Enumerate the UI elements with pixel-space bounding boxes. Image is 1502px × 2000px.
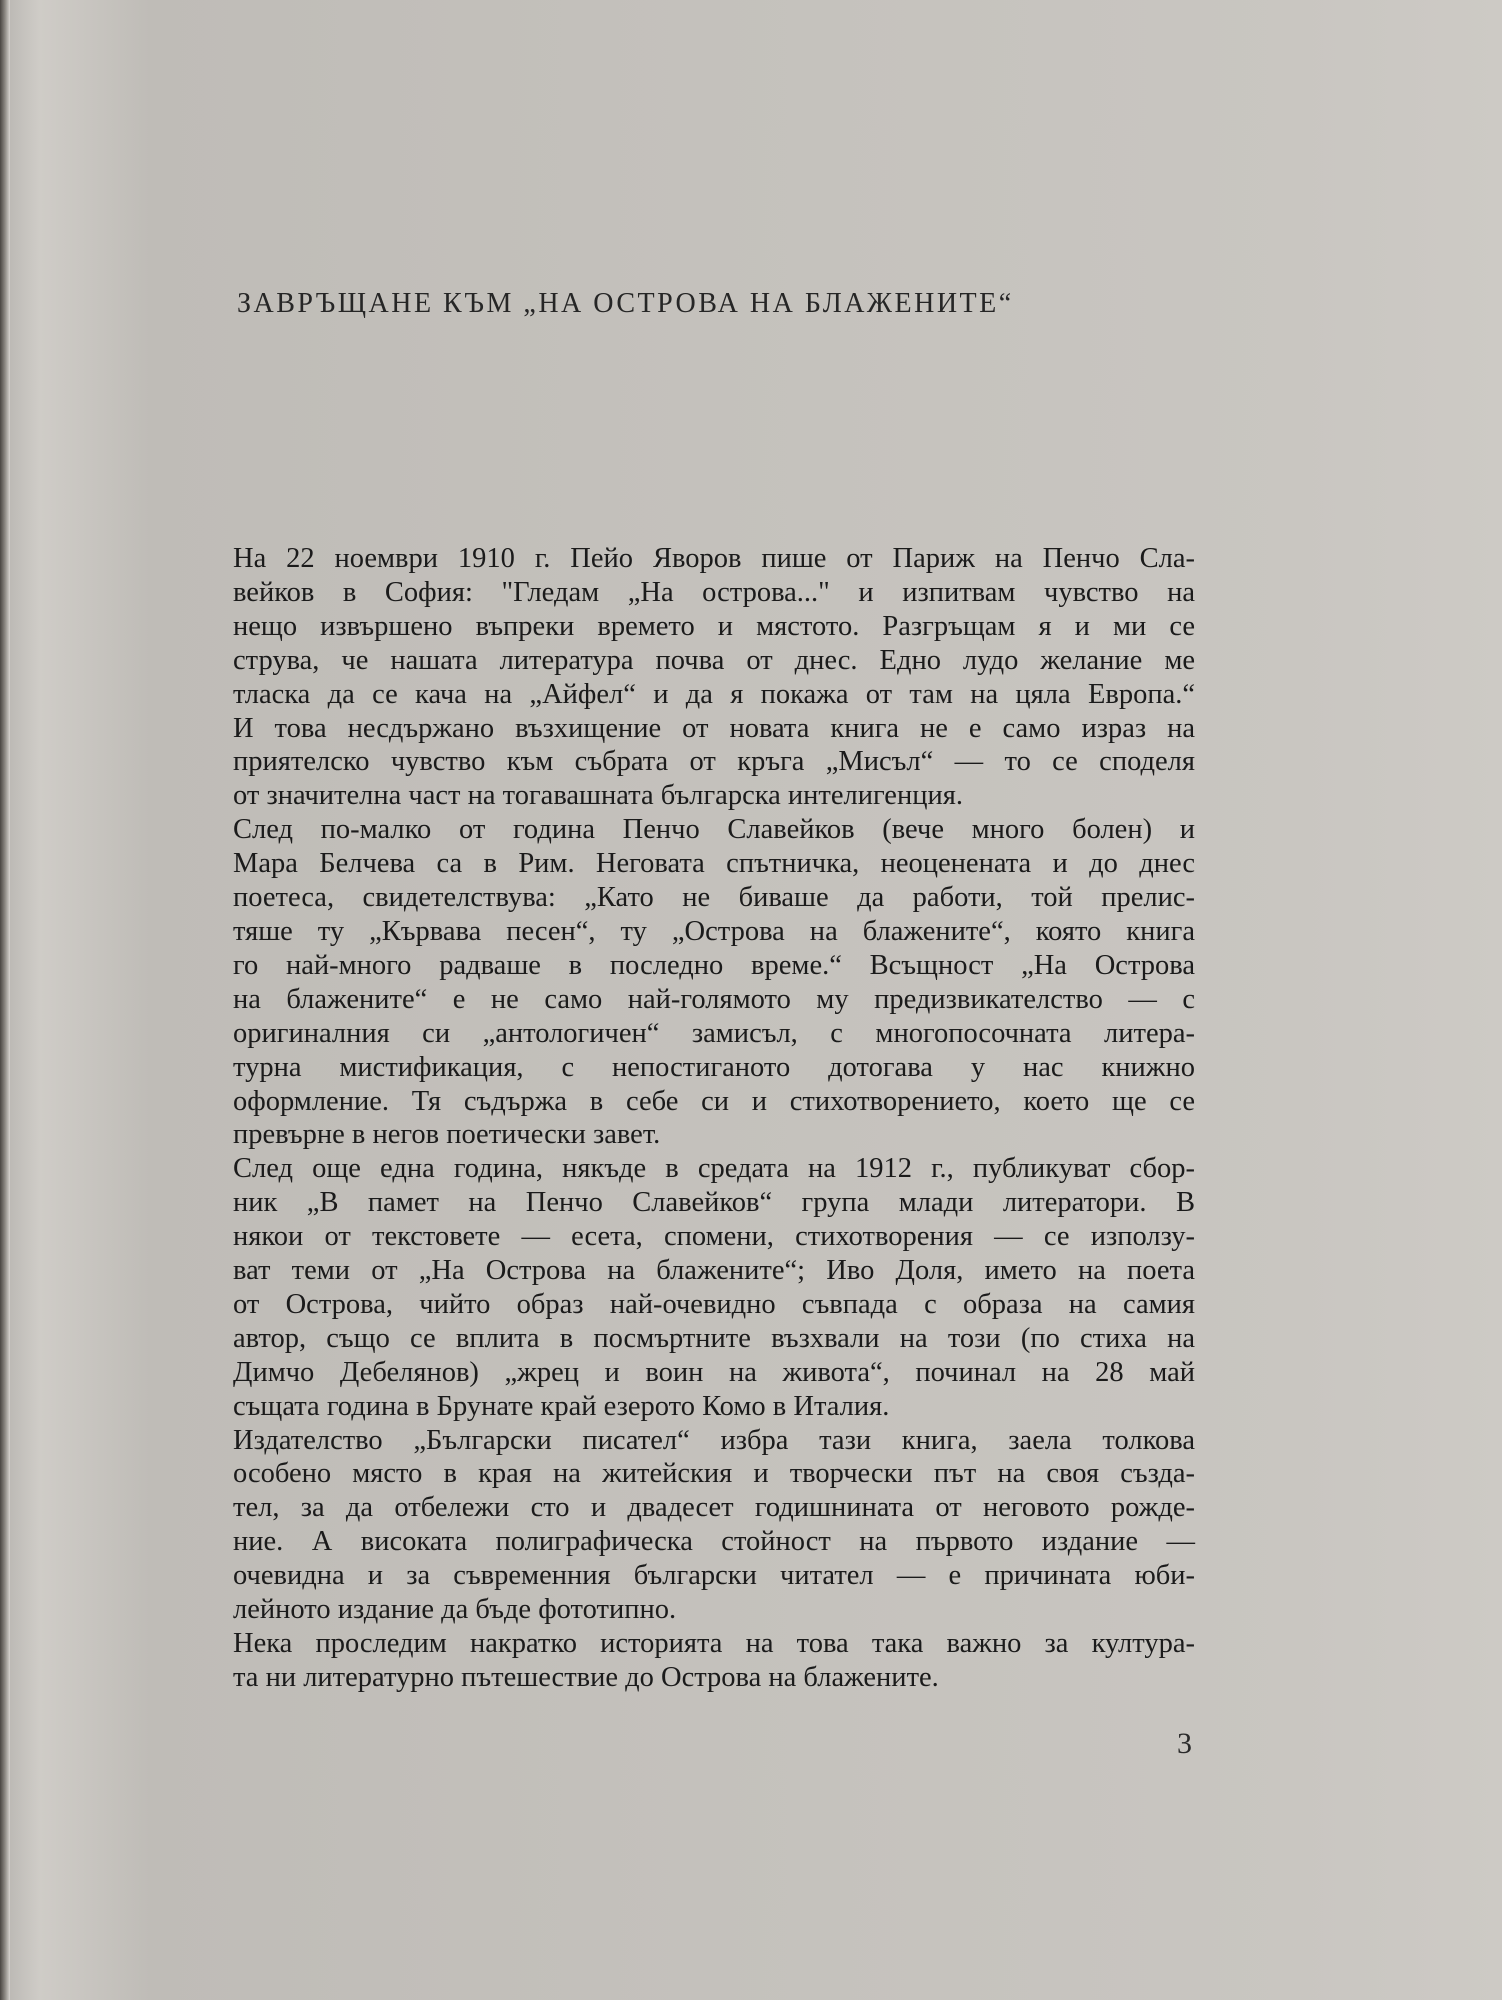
text-line: от значителна част на тогавашната българска интелигенция. [233,780,963,812]
text-line: някои от текстовете — есета, спомени, стихотворения — се използу- [233,1221,1195,1253]
body-text [233,542,1195,1695]
text-line: очевидна и за съвременния български читател — е причината юби- [233,1560,1195,1592]
paragraph [233,542,1195,813]
text-line: След по-малко от година Пенчо Славейков (вече много болен) и [233,814,1195,846]
text-line: Издателство „Български писател“ избра тази книга, заела толкова [233,1424,1195,1456]
text-line: вейков в София: "Гледам „На острова..." и изпитвам чувство на [233,576,1195,608]
text-line: ват теми от „На Острова на блажените“; Иво Доля, името на поета [233,1255,1195,1287]
text-line: След още една година, някъде в средата на 1912 г., публикуват сбор- [233,1153,1195,1185]
text-line: Димчо Дебелянов) „жрец и воин на живота“, починал на 28 май [233,1356,1195,1388]
text-line: нещо извършено въпреки времето и мястото. Разгръщам я и ми се [233,610,1195,642]
text-line: тяше ту „Кървава песен“, ту „Острова на блажените“, която книга [233,915,1195,947]
page-gutter-shadow [10,0,40,2000]
text-line: та ни литературно пътешествие до Острова на блажените. [233,1661,939,1693]
paragraph [233,1424,1195,1627]
text-line: ник „В памет на Пенчо Славейков“ група млади литератори. В [233,1187,1195,1219]
paragraph [233,1627,1195,1695]
paragraph [233,1152,1195,1423]
text-line: ние. А високата полиграфическа стойност на първото издание — [233,1526,1195,1558]
text-line: от Острова, чийто образ най-очевидно съвпада с образа на самия [233,1288,1195,1320]
text-line: струва, че нашата литература почва от днес. Едно лудо желание ме [233,644,1195,676]
text-line: Нека проследим накратко историята на това така важно за култура- [233,1628,1195,1659]
text-line: лейното издание да бъде фототипно. [233,1594,677,1626]
paragraph [233,813,1195,1152]
text-line: тласка да се кача на „Айфел“ и да я покажа от там на цяла Европа.“ [233,678,1195,710]
text-line: И това несдържано възхищение от новата книга не е само израз на [233,712,1195,744]
text-line: автор, също се вплита в посмъртните възхвали на този (по стиха на [233,1322,1195,1354]
text-line: поетеса, свидетелствува: „Като не биваше да работи, той прелис- [233,882,1195,914]
text-line: превърне в негов поетически завет. [233,1119,661,1151]
text-line: оригиналния си „антологичен“ замисъл, с многопосочната литера- [233,1017,1195,1049]
text-line: особено място в края на житейския и творчески път на своя създа- [233,1458,1195,1490]
text-line: тел, за да отбележи сто и двадесет годишнината от неговото рожде- [233,1492,1195,1524]
chapter-title: ЗАВРЪЩАНЕ КЪМ „НА ОСТРОВА НА БЛАЖЕНИТЕ“ [237,288,1014,319]
text-line: приятелско чувство към събрата от кръга „Мисъл“ — то се споделя [233,746,1195,778]
text-line: На 22 ноември 1910 г. Пейо Яворов пише от Париж на Пенчо Сла- [233,543,1195,574]
text-line: турна мистификация, с непостиганото дотогава у нас книжно [233,1051,1195,1083]
text-line: Мара Белчева са в Рим. Неговата спътничка, неоценената и до днес [233,848,1195,880]
book-spine-edge [0,0,10,2000]
page-number: 3 [1177,1727,1192,1760]
text-line: същата година в Брунате край езерото Комо в Италия. [233,1390,890,1422]
text-line: го най-много радваше в последно време.“ Всъщност „На Острова [233,949,1195,981]
text-line: оформление. Тя съдържа в себе си и стихотворението, което ще се [233,1085,1195,1117]
text-line: на блажените“ е не само най-голямото му предизвикателство — с [233,983,1195,1015]
